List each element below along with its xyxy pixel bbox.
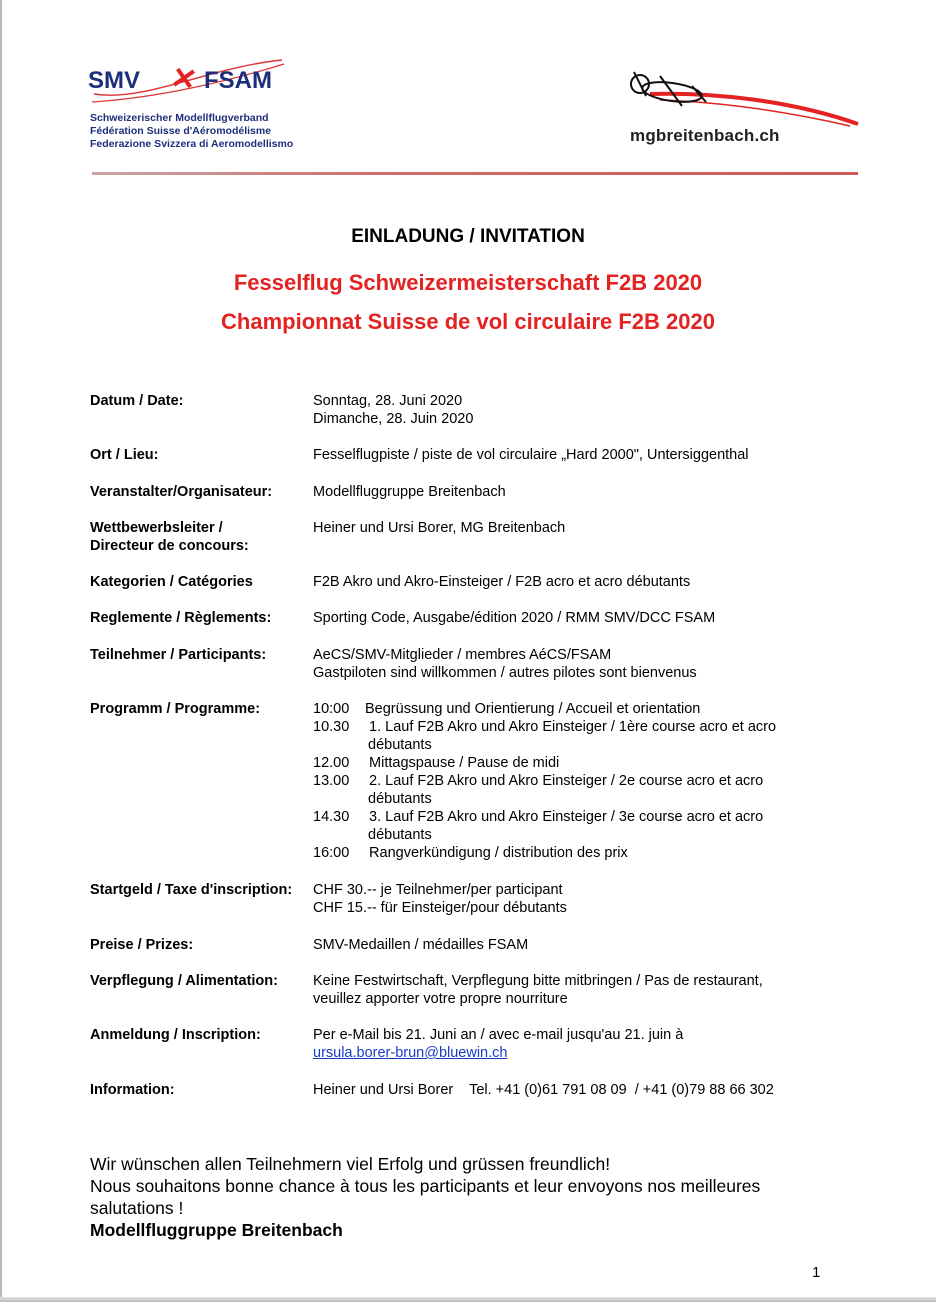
fee-value xyxy=(313,881,567,917)
information-value: Heiner und Ursi Borer Tel. +41 (0)61 791 08 09 / +41 (0)79 88 66 302 xyxy=(313,1082,774,1098)
date-label: Datum / Date: xyxy=(90,393,184,409)
fee-line-1: CHF 30.-- je Teilnehmer/per participant xyxy=(313,882,563,898)
smv-left-text: SMV xyxy=(88,67,141,94)
closing-line-fr-cont: salutations ! xyxy=(90,1198,184,1218)
programme-item-continuation: débutants xyxy=(368,791,432,807)
page-number: 1 xyxy=(812,1264,821,1281)
catering-line-1: Keine Festwirtschaft, Verpflegung bitte mitbringen / Pas de restaurant, xyxy=(313,973,763,989)
closing-text xyxy=(90,1153,850,1241)
programme-item: 10:00 Begrüssung und Orientierung / Accueil et orientation xyxy=(313,701,701,717)
participants-label: Teilnehmer / Participants: xyxy=(90,647,267,663)
catering-value xyxy=(313,972,763,1008)
director-label xyxy=(90,519,249,555)
location-value: Fesselflugpiste / piste de vol circulaire „Hard 2000", Untersiggenthal xyxy=(313,447,749,463)
smv-line-de: Schweizerischer Modellflugverband xyxy=(90,112,269,124)
categories-label: Kategorien / Catégories xyxy=(90,574,253,590)
information-label: Information: xyxy=(90,1082,175,1098)
participants-value xyxy=(313,646,697,682)
smv-logo-mark xyxy=(86,58,286,108)
model-plane-icon xyxy=(620,62,860,132)
title-french: Championnat Suisse de vol circulaire F2B 2020 xyxy=(221,309,715,334)
programme-list xyxy=(313,700,833,862)
programme-item: 14.30 3. Lauf F2B Akro und Akro Einsteiger / 3e course acro et acro xyxy=(313,809,764,825)
participants-line-2: Gastpiloten sind willkommen / autres pilotes sont bienvenus xyxy=(313,665,697,681)
smv-line-it: Federazione Svizzera di Aeromodellismo xyxy=(90,138,294,150)
director-label-de: Wettbewerbsleiter / xyxy=(90,520,223,536)
programme-item-continuation: débutants xyxy=(368,737,432,753)
smv-right-text: FSAM xyxy=(204,67,272,94)
programme-item: 16:00 Rangverkündigung / distribution des prix xyxy=(313,845,628,861)
header-divider xyxy=(92,172,858,175)
programme-label: Programm / Programme: xyxy=(90,701,261,717)
registration-value xyxy=(313,1026,683,1062)
closing-signature: Modellfluggruppe Breitenbach xyxy=(90,1220,343,1240)
catering-label: Verpflegung / Alimentation: xyxy=(90,973,278,989)
smv-line-fr: Fédération Suisse d'Aéromodélisme xyxy=(90,125,272,137)
invitation-heading: EINLADUNG / INVITATION xyxy=(351,226,585,247)
page-edge-bottom xyxy=(0,1297,936,1302)
closing-line-fr: Nous souhaitons bonne chance à tous les participants et leur envoyons nos meilleures xyxy=(90,1176,761,1196)
prizes-value: SMV-Medaillen / médailles FSAM xyxy=(313,937,529,953)
director-value: Heiner und Ursi Borer, MG Breitenbach xyxy=(313,520,566,536)
registration-text: Per e-Mail bis 21. Juni an / avec e-mail jusqu'au 21. juin à xyxy=(313,1027,684,1043)
participants-line-1: AeCS/SMV-Mitglieder / membres AéCS/FSAM xyxy=(313,647,612,663)
programme-item: 10.30 1. Lauf F2B Akro und Akro Einsteiger / 1ère course acro et acro xyxy=(313,719,777,735)
fee-label: Startgeld / Taxe d'inscription: xyxy=(90,882,293,898)
programme-item-continuation: débutants xyxy=(368,827,432,843)
programme-item: 13.00 2. Lauf F2B Akro und Akro Einsteiger / 2e course acro et acro xyxy=(313,773,764,789)
organizer-label: Veranstalter/Organisateur: xyxy=(90,484,273,500)
title-german: Fesselflug Schweizermeisterschaft F2B 2020 xyxy=(233,270,703,295)
rules-value: Sporting Code, Ausgabe/édition 2020 / RMM SMV/DCC FSAM xyxy=(313,610,716,626)
prizes-label: Preise / Prizes: xyxy=(90,937,194,953)
smv-fsam-logo xyxy=(86,58,296,158)
registration-email-link[interactable]: ursula.borer-brun@bluewin.ch xyxy=(313,1045,508,1061)
categories-value: F2B Akro und Akro-Einsteiger / F2B acro et acro débutants xyxy=(313,574,691,590)
smv-federation-names xyxy=(90,112,293,151)
rules-label: Reglemente / Règlements: xyxy=(90,610,272,626)
page-edge-left xyxy=(0,0,2,1302)
organizer-value: Modellfluggruppe Breitenbach xyxy=(313,484,506,500)
fee-line-2: CHF 15.-- für Einsteiger/pour débutants xyxy=(313,900,567,916)
director-label-fr: Directeur de concours: xyxy=(90,538,249,554)
mgb-logo-text: mgbreitenbach.ch xyxy=(630,126,780,145)
location-label: Ort / Lieu: xyxy=(90,447,159,463)
programme-item: 12.00 Mittagspause / Pause de midi xyxy=(313,755,560,771)
date-value-de: Sonntag, 28. Juni 2020 xyxy=(313,393,463,409)
date-value xyxy=(313,392,473,428)
closing-line-de: Wir wünschen allen Teilnehmern viel Erfolg und grüssen freundlich! xyxy=(90,1154,611,1174)
date-value-fr: Dimanche, 28. Juin 2020 xyxy=(313,411,474,427)
catering-line-2: veuillez apporter votre propre nourriture xyxy=(313,991,568,1007)
mgbreitenbach-logo xyxy=(620,62,860,152)
registration-label: Anmeldung / Inscription: xyxy=(90,1027,261,1043)
